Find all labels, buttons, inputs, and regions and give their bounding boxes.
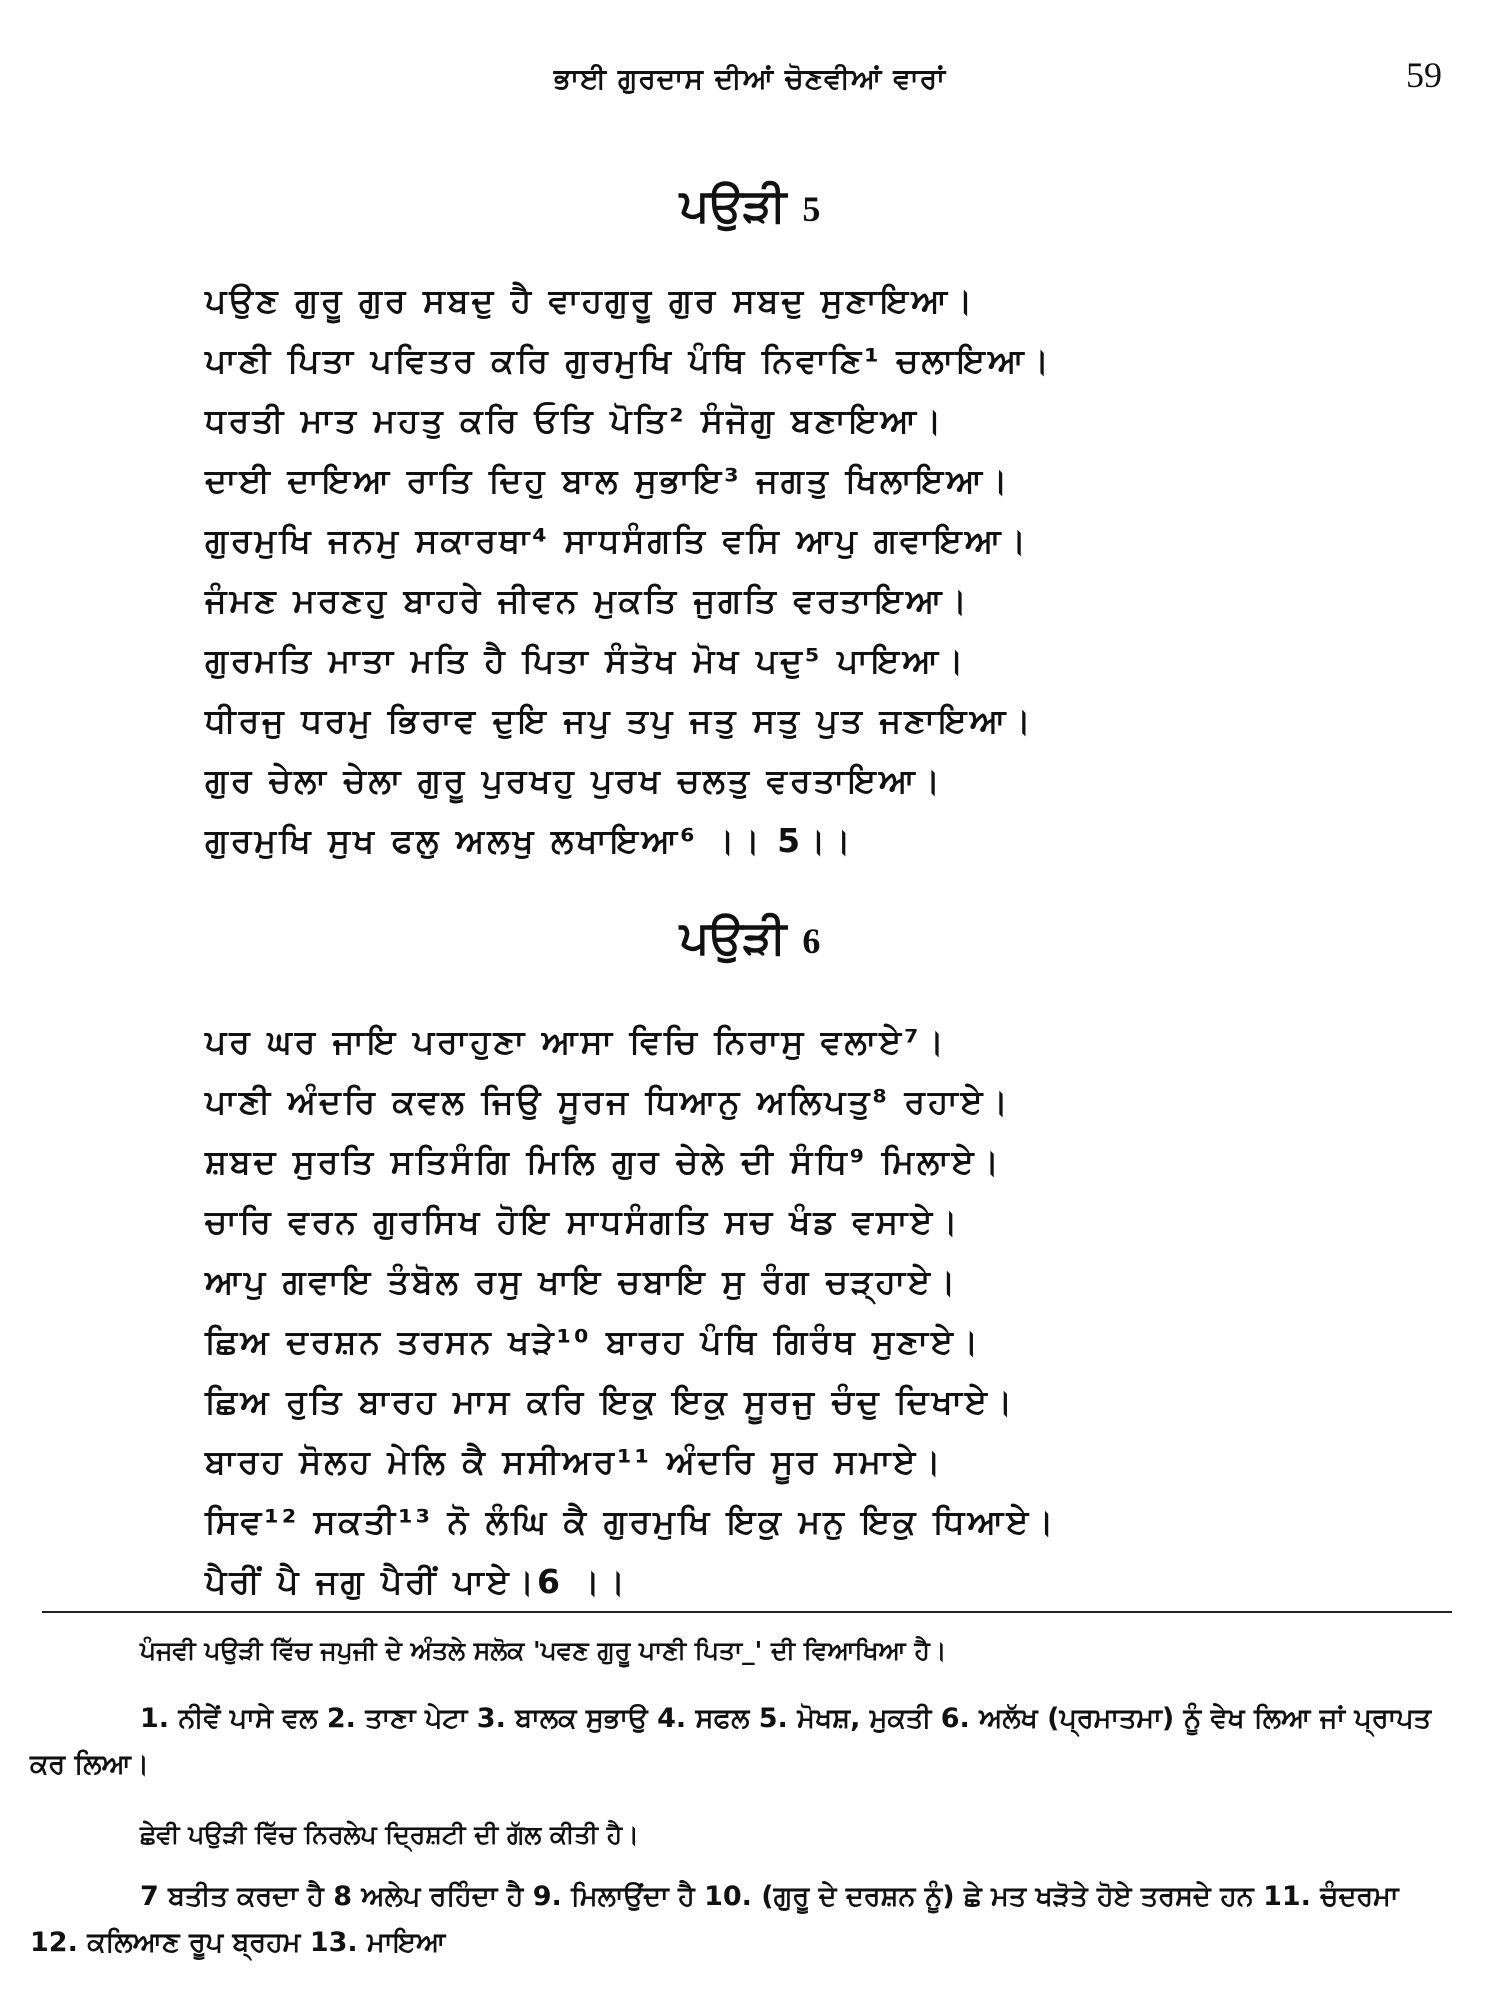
pauri-6-verse (205, 1012, 1425, 1612)
pauri-6-heading-word: ਪਉੜੀ (679, 910, 787, 964)
verse-line: ਪਉਣ ਗੁਰੂ ਗੁਰ ਸਬਦੁ ਹੈ ਵਾਹਗੁਰੂ ਗੁਰ ਸਬਦੁ ਸੁਣਾਇਆ। (205, 281, 976, 320)
pauri-5-heading (0, 178, 1500, 234)
pauri-6-glossary: 7 ਬਤੀਤ ਕਰਦਾ ਹੈ 8 ਅਲੇਪ ਰਹਿੰਦਾ ਹੈ 9. ਮਿਲਾਉਂਦਾ ਹੈ 10. (ਗੁਰੂ ਦੇ ਦਰਸ਼ਨ ਨੂੰ) ਛੇ ਮਤ ਖੜੋਤੇ ਹੋਏ ਤਰਸਦੇ ਹਨ 11. ਚੰਦਰਮਾ 12. ਕਲਿਆਣ ਰੂਪ ਬ੍ਰਹਮ 13. ਮਾਇਆ (30, 1881, 1399, 1958)
pauri-5-heading-number: 5 (802, 189, 821, 229)
pauri-5-verse (205, 271, 1425, 871)
pauri-5-heading-word: ਪਉੜੀ (679, 178, 787, 232)
verse-line: ਪਾਣੀ ਅੰਦਰਿ ਕਵਲ ਜਿਉ ਸੂਰਜ ਧਿਆਨੁ ਅਲਿਪਤੁ⁸ ਰਹਾਏ। (205, 1082, 1011, 1121)
verse-line: ਦਾਈ ਦਾਇਆ ਰਾਤਿ ਦਿਹੁ ਬਾਲ ਸੁਭਾਇ³ ਜਗਤੁ ਖਿਲਾਇਆ। (205, 461, 1011, 500)
verse-line: ਪੈਰੀਂ ਪੈ ਜਗੁ ਪੈਰੀਂ ਪਾਏ।6 ।। (205, 1562, 628, 1601)
verse-line: ਸਿਵ¹² ਸਕਤੀ¹³ ਨੋ ਲੰਘਿ ਕੈ ਗੁਰਮੁਖਿ ਇਕੁ ਮਨੁ ਇਕੁ ਧਿਆਏ। (205, 1502, 1057, 1541)
footnote-divider (42, 1611, 1452, 1613)
verse-line: ਗੁਰਮੁਖਿ ਸੁਖ ਫਲੁ ਅਲਖੁ ਲਖਾਇਆ⁶ ।। 5।। (205, 821, 854, 860)
pauri-5-note: ਪੰਜਵੀ ਪਉੜੀ ਵਿੱਚ ਜਪੁਜੀ ਦੇ ਅੰਤਲੇ ਸਲੋਕ 'ਪਵਣ ਗੁਰੂ ਪਾਣੀ ਪਿਤਾ_' ਦੀ ਵਿਆਖਿਆ ਹੈ। (140, 1636, 947, 1665)
verse-line: ਪਰ ਘਰ ਜਾਇ ਪਰਾਹੁਣਾ ਆਸਾ ਵਿਚਿ ਨਿਰਾਸੁ ਵਲਾਏ⁷। (205, 1022, 947, 1061)
verse-line: ਸ਼ਬਦ ਸੁਰਤਿ ਸਤਿਸੰਗਿ ਮਿਲਿ ਗੁਰ ਚੇਲੇ ਦੀ ਸੰਧਿ⁹ ਮਿਲਾਏ। (205, 1142, 1002, 1181)
verse-line: ਛਿਅ ਰੁਤਿ ਬਾਰਹ ਮਾਸ ਕਰਿ ਇਕੁ ਇਕੁ ਸੂਰਜੁ ਚੰਦੁ ਦਿਖਾਏ। (205, 1382, 1016, 1421)
verse-line: ਗੁਰਮਤਿ ਮਾਤਾ ਮਤਿ ਹੈ ਪਿਤਾ ਸੰਤੋਖ ਮੋਖ ਪਦੁ⁵ ਪਾਇਆ। (205, 641, 967, 680)
verse-line: ਧੀਰਜੁ ਧਰਮੁ ਭਿਰਾਵ ਦੁਇ ਜਪੁ ਤਪੁ ਜਤੁ ਸਤੁ ਪੁਤ ਜਣਾਇਆ। (205, 701, 1034, 740)
verse-line: ਗੁਰਮੁਖਿ ਜਨਮੁ ਸਕਾਰਥਾ⁴ ਸਾਧਸੰਗਤਿ ਵਸਿ ਆਪੁ ਗਵਾਇਆ। (205, 521, 1029, 560)
page-number: 59 (1406, 55, 1442, 95)
verse-line: ਚਾਰਿ ਵਰਨ ਗੁਰਸਿਖ ਹੋਇ ਸਾਧਸੰਗਤਿ ਸਚ ਖੰਡ ਵਸਾਏ। (205, 1202, 961, 1241)
pauri-5-glossary: 1. ਨੀਵੇਂ ਪਾਸੇ ਵਲ 2. ਤਾਣਾ ਪੇਟਾ 3. ਬਾਲਕ ਸੁਭਾਉ 4. ਸਫਲ 5. ਮੋਖਸ਼, ਮੁਕਤੀ 6. ਅਲੱਖ (ਪ੍ਰਮਾਤਮਾ) ਨੂੰ ਵੇਖ ਲਿਆ ਜਾਂ ਪ੍ਰਾਪਤ ਕਰ ਲਿਆ। (30, 1703, 1431, 1780)
verse-line: ਛਿਅ ਦਰਸ਼ਨ ਤਰਸਨ ਖੜੇ¹⁰ ਬਾਰਹ ਪੰਥਿ ਗਿਰੰਥ ਸੁਣਾਏ। (205, 1322, 982, 1361)
verse-line: ਜੰਮਣ ਮਰਣਹੁ ਬਾਹਰੇ ਜੀਵਨ ਮੁਕਤਿ ਜੁਗਤਿ ਵਰਤਾਇਆ। (205, 581, 970, 620)
verse-line: ਪਾਣੀ ਪਿਤਾ ਪਵਿਤਰ ਕਰਿ ਗੁਰਮੁਖਿ ਪੰਥਿ ਨਿਵਾਣਿ¹ ਚਲਾਇਆ। (205, 341, 1053, 380)
running-header: ਭਾਈ ਗੁਰਦਾਸ ਦੀਆਂ ਚੋਣਵੀਆਂ ਵਾਰਾਂ (553, 62, 947, 95)
verse-line: ਧਰਤੀ ਮਾਤ ਮਹਤੁ ਕਰਿ ਓਤਿ ਪੋਤਿ² ਸੰਜੋਗੁ ਬਣਾਇਆ। (205, 401, 945, 440)
verse-line: ਗੁਰ ਚੇਲਾ ਚੇਲਾ ਗੁਰੂ ਪੁਰਖਹੁ ਪੁਰਖ ਚਲਤੁ ਵਰਤਾਇਆ। (205, 761, 944, 800)
verse-line: ਆਪੁ ਗਵਾਇ ਤੰਬੋਲ ਰਸੁ ਖਾਇ ਚਬਾਇ ਸੁ ਰੰਗ ਚੜ੍ਹਾਏ। (205, 1262, 959, 1301)
pauri-6-heading (0, 910, 1500, 966)
pauri-6-note: ਛੇਵੀ ਪਉੜੀ ਵਿੱਚ ਨਿਰਲੇਪ ਦ੍ਰਿਸ਼ਟੀ ਦੀ ਗੱਲ ਕੀਤੀ ਹੈ। (140, 1820, 639, 1849)
pauri-6-heading-number: 6 (802, 921, 821, 961)
verse-line: ਬਾਰਹ ਸੋਲਹ ਮੇਲਿ ਕੈ ਸਸੀਅਰ¹¹ ਅੰਦਰਿ ਸੂਰ ਸਮਾਏ। (205, 1442, 944, 1481)
